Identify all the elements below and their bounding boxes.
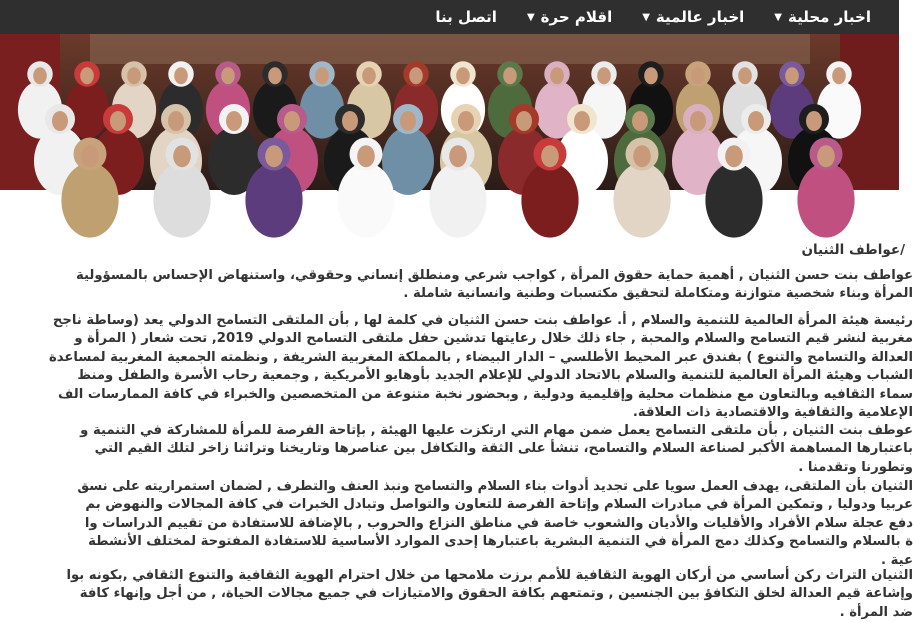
article-body: [0, 190, 913, 620]
person-face: [362, 67, 376, 84]
nav-item-opinion[interactable]: [527, 8, 612, 26]
person-face: [632, 111, 648, 131]
person-face: [597, 67, 611, 84]
nav-item-contact[interactable]: [435, 8, 497, 26]
person-face: [449, 145, 467, 167]
person-face: [284, 111, 300, 131]
person-face: [52, 111, 68, 131]
paragraph-line: وإشاعة قيم العدالة لخلق التكافؤ بين الجنسين , وتمتعهم بكافة الحقوق والامتيازات في جميع مجالات الحياة، , من أجل وإنهاء كافة: [79, 586, 913, 602]
article-paragraph: [0, 478, 913, 570]
article-paragraph: [0, 267, 913, 304]
person-face: [550, 67, 564, 84]
person-face: [342, 111, 358, 131]
person-face: [633, 145, 651, 167]
person-face: [357, 145, 375, 167]
paragraph-line: الإعلامية والثقافية والاقتصادية ذات العلاقة.: [632, 404, 913, 420]
person-face: [80, 67, 94, 84]
paragraph-line: عية .: [881, 552, 913, 568]
nav-item-label: اخبار محلية: [787, 8, 871, 26]
paragraph-line: سماء الثقافيه وبالتعاون مع منظمات محلية وإقليمية ودولية , وبحضور نخبة متنوعة من المتخصصين والخبراء في كافة الممارسات الف: [58, 386, 913, 402]
person-face: [315, 67, 329, 84]
person-face: [110, 111, 126, 131]
paragraph-line: ضد المرأة .: [839, 604, 913, 620]
person-body: [300, 81, 344, 139]
person-face: [400, 111, 416, 131]
person-face: [738, 67, 752, 84]
person-face: [503, 67, 517, 84]
paragraph-line: الشباب وهيئة المرأة العالمية للتنمية والسلام بالاتحاد الدولي للإعلام الجديد بأوهايو الأمريكية , وجمعية رحاب الأسرة والطفل ومنظ: [77, 368, 913, 384]
paragraph-line: مغربية لنشر قيم التسامح والسلام والمحبة , جاء ذلك خلال رعايتها تدشين حفل ملتقى التسامح الدولي 2019, تحت شعار ( المرأة و: [74, 331, 913, 347]
paragraph-line: الثنيان التراث ركن أساسي من أركان الهوية الثقافية للأمم برزت ملامحها من خلال احترام الهوية الثقافية والتنوع الثقافي ,بكونه بوا: [66, 568, 913, 583]
nav-item-world-news[interactable]: [642, 8, 744, 26]
chevron-down-icon: ▼: [642, 11, 650, 23]
person-face: [691, 67, 705, 84]
person-face: [81, 145, 99, 167]
paragraph-line: عواطف بنت حسن الثنيان , أهمية حماية حقوق المرأة , كواجب شرعي ومنطلق إنساني وحقوقي، واستنهاض الإحساس بالمسؤولية: [76, 268, 913, 283]
person-face: [516, 111, 532, 131]
person-face: [541, 145, 559, 167]
paragraph-line: الثنيان بأن الملتقى، يهدف العمل سويا على تجديد أدوات بناء السلام والتسامح ونبذ العنف والتطرف , لضمان استمراريته على نسق: [77, 479, 913, 494]
person-face: [806, 111, 822, 131]
chevron-down-icon: ▼: [774, 11, 782, 23]
paragraph-line: رئيسة هيئة المرأة العالمية للتنمية والسلام , أ. عواطف بنت حسن الثنيان في كلمة لها , بأن الملتقى التسامح الدولي يعد (وساطة ناجح: [52, 313, 913, 328]
group-photo-illustration: [0, 34, 899, 190]
nav-item-local-news[interactable]: [774, 8, 871, 26]
nav-item-label: اخبار عالمية: [655, 8, 745, 26]
article-paragraph: [0, 567, 913, 622]
nav-menu: [405, 0, 899, 34]
paragraph-line: دفع عجلة سلام الأفراد والأقليات والأديان والشعوب خاصة في مناطق النزاع والحروب , بالإضافة للاستفادة من تقييم الدراسات وا: [84, 515, 913, 531]
paragraph-line: العدالة والتسامح والتنوع ) بفندق عبر المحيط الأطلسي – الدار البيضاء , بالمملكة المغربية الشريفة , ونظمته الجمعية المغربية لمساعدة: [48, 349, 913, 365]
paragraph-line: عوطف بنت الثنيان , بأن ملتقى التسامح يعمل ضمن مهام التي ارتكزت عليها الهيئة , بإتاحة الفرصة للمرأة للمشاركة في التنمية و: [80, 423, 913, 438]
article-author: /عواطف الثنيان: [801, 242, 905, 258]
article-photo: [0, 34, 899, 190]
paragraph-line: ة بالسلام والتسامح وكذلك دمج المرأة في التنمية البشرية باعتبارها إحدى الموارد الأساسية للاستفادة المفتوحة لمختلف الأنشطة: [88, 534, 913, 550]
nav-item-label: اقلام حرة: [540, 8, 613, 26]
nav-item-label: اتصل بنا: [435, 8, 497, 26]
person-face: [785, 67, 799, 84]
person-face: [748, 111, 764, 131]
person-face: [409, 67, 423, 84]
person-face: [458, 111, 474, 131]
paragraph-line: باعتبارها المساهمة الأكبر لصناعة السلام والتسامح، تنشأ على الثقة والتكافل بين عناصرها وتاريخنا وتراثنا زاخر لتلك القيم التي: [94, 441, 913, 457]
person-face: [644, 67, 658, 84]
person-face: [817, 145, 835, 167]
top-navbar: [0, 0, 899, 34]
paragraph-line: المرأة وبناء شخصية متوازنة ومتكاملة لتحقيق مكتسبات وطنية وانسانية شاملة .: [403, 286, 913, 302]
person-face: [226, 111, 242, 131]
person-face: [265, 145, 283, 167]
person-face: [268, 67, 282, 84]
person-face: [725, 145, 743, 167]
person-face: [168, 111, 184, 131]
person-face: [456, 67, 470, 84]
person-face: [33, 67, 47, 84]
person-face: [832, 67, 846, 84]
article-paragraph: [0, 312, 913, 422]
paragraph-line: عربيا ودوليا , وتمكين المرأة في مبادرات السلام وإتاحة الفرصة للتعاون والتواصل وتبادل الخبرات في كافة المجالات والنهوض بم: [85, 497, 913, 513]
person-face: [173, 145, 191, 167]
person-face: [690, 111, 706, 131]
person-face: [574, 111, 590, 131]
paragraph-line: وتطورنا وتقدمنا .: [798, 459, 913, 475]
chevron-down-icon: ▼: [526, 11, 535, 23]
person-face: [221, 67, 235, 84]
person-face: [174, 67, 188, 84]
person-face: [127, 67, 141, 84]
article-paragraph: [0, 422, 913, 477]
